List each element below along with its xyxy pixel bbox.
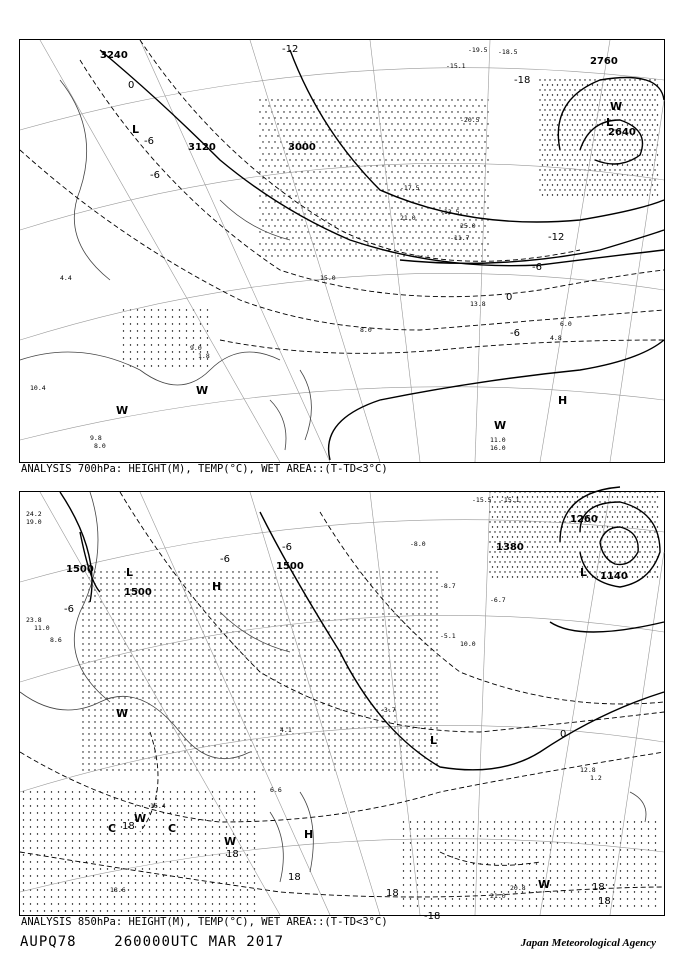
station-value: 6.0	[560, 320, 572, 328]
station-value: 8.0	[94, 442, 106, 450]
pressure-system-L: L	[132, 123, 140, 136]
temperature-label: 18	[598, 896, 611, 907]
map-canvas-700hpa	[20, 40, 664, 462]
station-value: -19.5	[468, 46, 488, 54]
chart-code: AUPQ78	[20, 934, 77, 950]
temperature-label: 0	[560, 729, 567, 740]
station-value: 21.0	[490, 892, 506, 900]
pressure-system-H: H	[558, 394, 568, 407]
height-contour-label: 1500	[66, 564, 94, 575]
station-value: -15.1	[446, 62, 466, 70]
height-contour-label: 3000	[288, 142, 316, 153]
height-contours	[100, 50, 664, 460]
station-value: 11.0	[490, 436, 506, 444]
station-value: -15.5	[472, 496, 492, 504]
temperature-label: 18	[386, 888, 399, 899]
chart-code-and-time	[20, 934, 284, 950]
pressure-system-H: H	[304, 828, 314, 841]
analysis-map-700hpa	[19, 39, 665, 463]
temperature-label: -6	[532, 262, 542, 273]
pressure-system-W: W	[610, 100, 623, 113]
station-value: 4.1	[280, 726, 292, 734]
height-contour-label: 3240	[100, 50, 128, 61]
station-value: 1.8	[198, 352, 210, 360]
station-value: -20.5	[460, 116, 480, 124]
pressure-system-W: W	[134, 812, 147, 825]
temperature-label: -6	[144, 136, 154, 147]
temperature-label: -6	[64, 604, 74, 615]
station-value: 11.0	[34, 624, 50, 632]
temperature-label: 18	[122, 821, 135, 832]
temperature-label: -12	[548, 232, 565, 243]
station-value: 21.0	[400, 214, 416, 222]
station-value: -13.5	[440, 208, 460, 216]
temperature-label: 18	[226, 849, 239, 860]
station-value: 4.8	[550, 334, 562, 342]
wet-area	[403, 821, 656, 906]
station-value: -15.1	[500, 496, 520, 504]
wet-area	[82, 571, 437, 770]
station-value: 20.8	[510, 884, 526, 892]
station-value: 8.0	[360, 326, 372, 334]
station-value: 13.8	[470, 300, 486, 308]
height-contour-label: 1500	[124, 587, 152, 598]
pressure-system-L: L	[126, 566, 134, 579]
height-contour-label: 1140	[600, 571, 628, 582]
station-value: 8.6	[50, 636, 62, 644]
station-value: -11.7	[450, 234, 470, 242]
agency-credit: Japan Meteorological Agency	[520, 937, 656, 949]
height-contour-label: 1380	[496, 542, 524, 553]
valid-time: 260000UTC MAR 2017	[114, 934, 285, 950]
station-value: -17.5	[400, 184, 420, 192]
height-contour-label: 2760	[590, 56, 618, 67]
station-value: -3.7	[380, 706, 396, 714]
pressure-system-L: L	[606, 116, 614, 129]
station-value: 10.4	[30, 384, 46, 392]
station-value: 1.2	[590, 774, 602, 782]
temperature-label: -12	[282, 44, 299, 55]
station-value: -18.5	[498, 48, 518, 56]
lat-lon-grid	[20, 492, 664, 915]
station-value: 15.0	[320, 274, 336, 282]
height-contour-label: 3120	[188, 142, 216, 153]
height-contour-label: 2640	[608, 127, 636, 138]
station-value: 10.0	[460, 640, 476, 648]
pressure-system-W: W	[224, 835, 237, 848]
pressure-system-C: C	[108, 822, 117, 835]
caption-850hpa: ANALYSIS 850hPa: HEIGHT(M), TEMP(°C), WET AREA::(T-TD<3°C)	[21, 916, 388, 928]
station-value: 25.0	[460, 222, 476, 230]
station-value: 12.8	[580, 766, 596, 774]
temperature-label: 0	[506, 292, 513, 303]
station-value: 6.6	[270, 786, 282, 794]
temperature-label: -6	[510, 328, 520, 339]
pressure-system-W: W	[116, 707, 129, 720]
pressure-system-W: W	[538, 878, 551, 891]
temperature-label: 0	[128, 80, 135, 91]
temperature-label: 18	[288, 872, 301, 883]
pressure-system-L: L	[580, 566, 588, 579]
station-value: -8.0	[410, 540, 426, 548]
pressure-system-C: C	[168, 822, 177, 835]
station-value: -5.1	[440, 632, 456, 640]
coastline	[20, 80, 311, 450]
station-value: 24.2	[26, 510, 42, 518]
caption-700hpa: ANALYSIS 700hPa: HEIGHT(M), TEMP(°C), WET AREA::(T-TD<3°C)	[21, 463, 388, 475]
temperature-label: -18	[514, 75, 531, 86]
wet-area	[539, 79, 658, 195]
temperature-label: -6	[220, 554, 230, 565]
pressure-system-W: W	[196, 384, 209, 397]
pressure-system-L: L	[430, 734, 438, 747]
station-value: 9.0	[190, 344, 202, 352]
station-value: -6.7	[490, 596, 506, 604]
temperature-label: -6	[150, 170, 160, 181]
temperature-label: -18	[424, 911, 441, 922]
station-value: 4.4	[60, 274, 72, 282]
station-value: 18.6	[110, 886, 126, 894]
height-contour-label: 1500	[276, 561, 304, 572]
station-value: 9.8	[90, 434, 102, 442]
station-value: 16.0	[490, 444, 506, 452]
height-contours	[60, 487, 664, 770]
station-value: -8.7	[440, 582, 456, 590]
temperature-label: 18	[592, 882, 605, 893]
pressure-system-W: W	[116, 404, 129, 417]
pressure-system-W: W	[494, 419, 507, 432]
station-value: 19.0	[26, 518, 42, 526]
station-value: 23.8	[26, 616, 42, 624]
wet-area	[123, 309, 208, 366]
pressure-system-H: H	[212, 580, 222, 593]
height-contour-label: 1260	[570, 514, 598, 525]
temperature-isotherms	[20, 492, 664, 897]
temperature-label: -6	[282, 542, 292, 553]
station-value: 16.4	[150, 802, 166, 810]
temperature-isotherms	[20, 40, 664, 353]
